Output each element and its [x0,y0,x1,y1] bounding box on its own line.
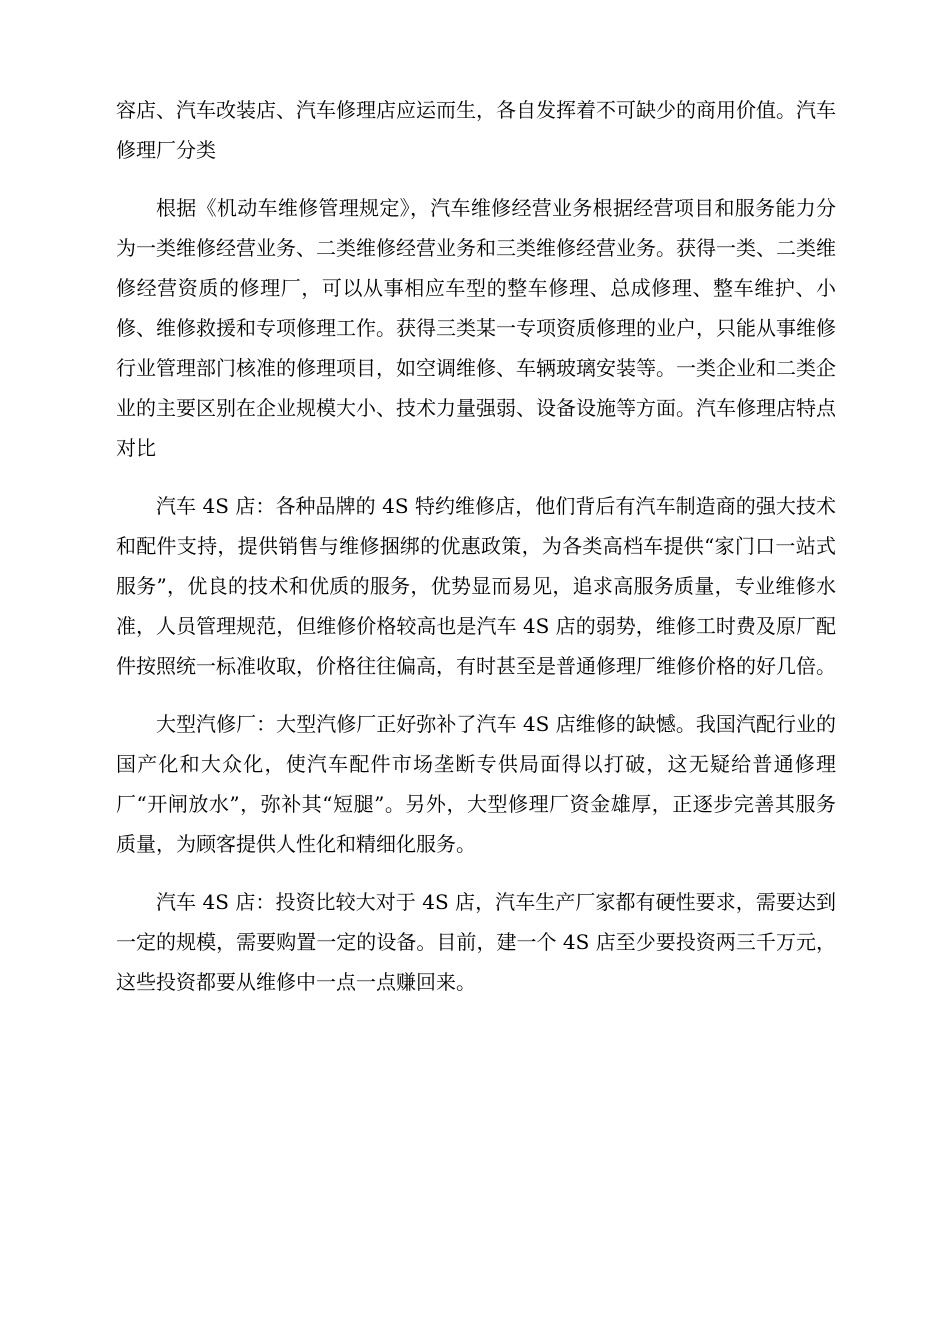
document-body [116,90,836,1002]
paragraph-repair-shop-classification: 根据《机动车维修管理规定》，汽车维修经营业务根据经营项目和服务能力分为一类维修经营业务、二类维修经营业务和三类维修经营业务。获得一类、二类维修经营资质的修理厂，可以从事相应车型的整车修理、总成修理、整车维护、小修、维修救援和专项修理工作。获得三类某一专项资质修理的业户，只能从事维修行业管理部门核准的修理项目，如空调维修、车辆玻璃安装等。一类企业和二类企业的主要区别在企业规模大小、技术力量强弱、设备设施等方面。汽车修理店特点对比 [116,196,836,460]
paragraph-large-repair-shop: 大型汽修厂：大型汽修厂正好弥补了汽车 4S 店维修的缺憾。我国汽配行业的国产化和大众化，使汽车配件市场垄断专供局面得以打破，这无疑给普通修理厂“开闸放水”，弥补其“短腿”。另外，大型修理厂资金雄厚，正逐步完善其服务质量，为顾客提供人性化和精细化服务。 [116,712,836,856]
paragraph-4s-store-investment: 汽车 4S 店：投资比较大对于 4S 店，汽车生产厂家都有硬性要求，需要达到一定的规模，需要购置一定的设备。目前，建一个 4S 店至少要投资两三千万元，这些投资都要从维修中一点一点赚回来。 [116,890,836,994]
paragraph-4s-store-features: 汽车 4S 店：各种品牌的 4S 特约维修店，他们背后有汽车制造商的强大技术和配件支持，提供销售与维修捆绑的优惠政策，为各类高档车提供“家门口一站式服务”，优良的技术和优质的服务，优势显而易见，追求高服务质量，专业维修水准，人员管理规范，但维修价格较高也是汽车 4S 店的弱势，维修工时费及原厂配件按照统一标准收取，价格往往偏高，有时甚至是普通修理厂维修价格的好几倍。 [116,494,836,678]
paragraph-continuation: 容店、汽车改装店、汽车修理店应运而生，各自发挥着不可缺少的商用价值。汽车修理厂分类 [116,98,836,162]
